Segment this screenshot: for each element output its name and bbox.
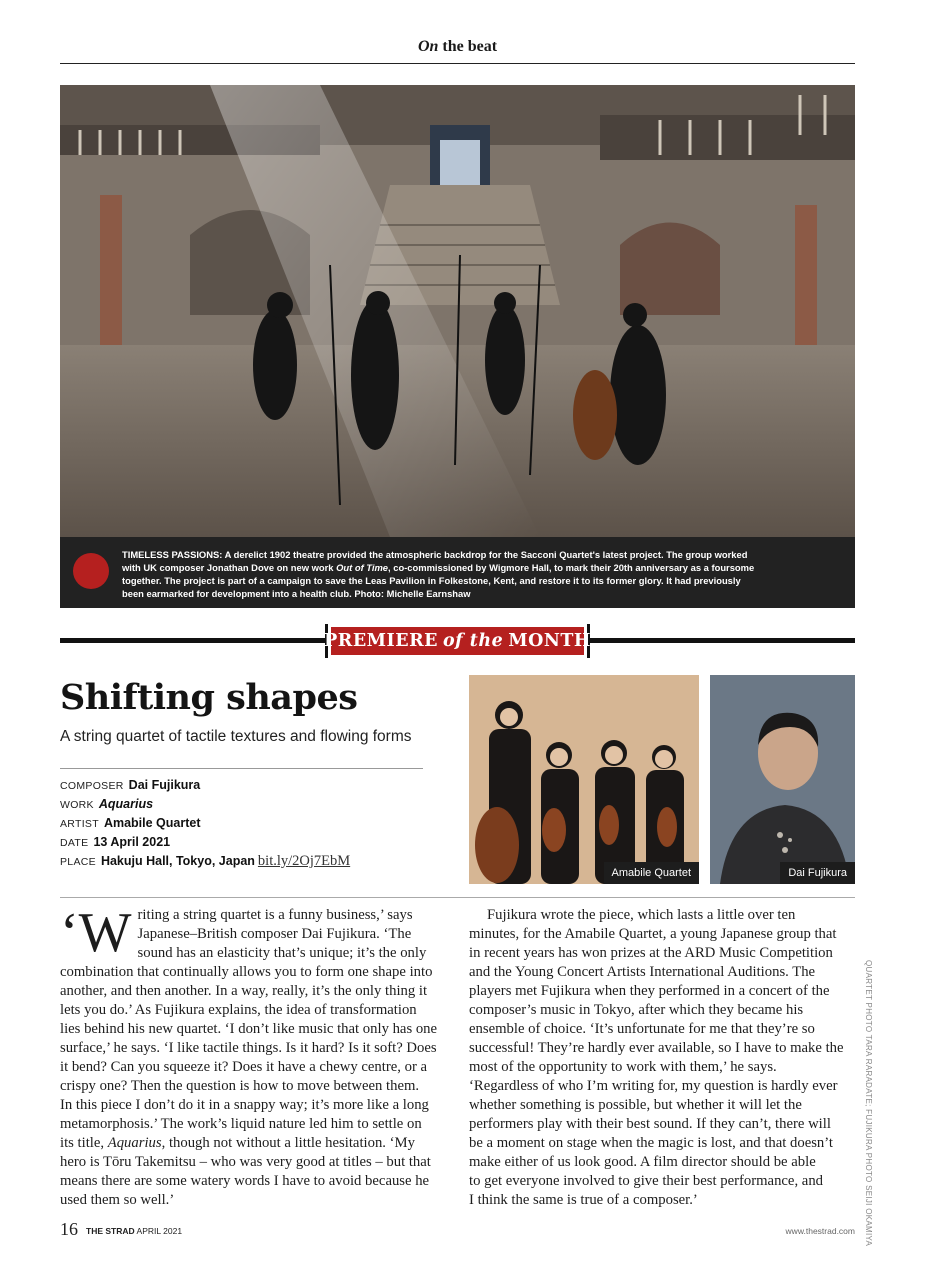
body-line: whether something is possible, but whether it will let the — [469, 1097, 802, 1113]
broadcast-link[interactable]: bit.ly/2Oj7EbM — [257, 853, 351, 869]
body-line: to get everyone involved to give their best performance, and — [469, 1173, 824, 1189]
body-line-part: , though not without a little hesitation. ‘My — [161, 1135, 415, 1151]
hero-photo — [60, 85, 855, 537]
body-line: players met Fujikura when they performed in a concert of the — [469, 983, 830, 999]
artist-value: Amabile Quartet — [103, 816, 201, 830]
premiere-word-2: MONTH — [508, 631, 591, 651]
body-line-part: its title, — [60, 1135, 108, 1151]
body-line: most of the opportunity to work with them,’ he says. — [469, 1059, 777, 1075]
meta-place — [60, 852, 350, 871]
body-line: another, and then another. In a way, really, it’s the only thing it — [60, 983, 428, 999]
composer-label: COMPOSER — [60, 780, 124, 792]
work-value: Aquarius — [98, 797, 154, 811]
body-line: in recent years has won prizes at the ARD Music Competition — [469, 945, 833, 961]
article-column-left — [60, 902, 448, 1210]
hero-caption-bar — [60, 537, 855, 608]
premiere-banner — [325, 624, 590, 658]
body-line: minutes, for the Amabile Quartet, a young Japanese group that — [469, 926, 837, 942]
meta-work — [60, 795, 350, 814]
left-paragraph — [60, 902, 448, 1210]
section-header — [60, 38, 855, 56]
article-subtitle: A string quartet of tactile textures and flowing forms — [60, 728, 412, 745]
premiere-rule-right — [590, 638, 855, 643]
body-line: it bend? Can you squeeze it? Does it have a chewy centre, or a — [60, 1059, 428, 1075]
section-header-rest: the beat — [438, 38, 498, 55]
body-line: hero is Tōru Takemitsu – who was very good at titles – but that — [60, 1154, 431, 1170]
body-line: lies behind his new quartet. ‘I don’t like music that only has one — [60, 1021, 438, 1037]
body-line: surface,’ he says. ‘I like tactile things. Is it hard? Is it soft? Does — [60, 1040, 437, 1056]
body-line: ‘Regardless of who I’m writing for, my question is hardly ever — [469, 1078, 838, 1094]
meta-divider — [60, 768, 423, 769]
caption-red-dot — [73, 553, 109, 589]
body-line: be a moment on stage when the magic is lost, and that doesn’t — [469, 1135, 833, 1151]
issue-date: APRIL 2021 — [136, 1226, 183, 1236]
composer-value: Dai Fujikura — [128, 778, 201, 792]
section-header-italic: On — [417, 38, 439, 55]
date-label: DATE — [60, 837, 89, 849]
work-title-italic: Aquarius — [107, 1135, 162, 1151]
date-value: 13 April 2021 — [93, 835, 171, 849]
composer-photo-label: Dai Fujikura — [780, 862, 855, 884]
composer-photo-illustration — [710, 675, 855, 884]
premiere-details — [60, 776, 350, 871]
photo-credit: QUARTET PHOTO TARA RARADATE; FUJIKURA PHOTO SEIJI OKAMIYA — [864, 960, 873, 1247]
body-line: Japanese–British composer Dai Fujikura. ‘The — [137, 926, 412, 942]
body-line: In this piece I don’t do it in a snappy way; it’s more like a long — [60, 1097, 429, 1113]
right-paragraph — [469, 906, 855, 1210]
meta-composer — [60, 776, 350, 795]
body-line: combination that continually allows you to form one shape into — [60, 964, 433, 980]
body-line: lets you do.’ As Fujikura explains, the idea of transformation — [60, 1002, 417, 1018]
quartet-photo — [469, 675, 699, 884]
magazine-name: THE STRAD — [86, 1226, 135, 1236]
premiere-italic: of the — [442, 631, 504, 651]
body-line: used them so well.’ — [60, 1192, 175, 1208]
body-line: composer’s music in Tokyo, after which they became his — [469, 1002, 804, 1018]
body-line: crispy one? Then the question is how to move between them. — [60, 1078, 420, 1094]
composer-photo — [710, 675, 855, 884]
caption-lead: TIMELESS PASSIONS: A derelict 1902 theatre provided the atmospheric backdrop for the Sacconi Quartet's latest project. The group worked with UK composer Jonathan Dove on new work — [122, 549, 748, 573]
website-url[interactable]: www.thestrad.com — [785, 1226, 855, 1236]
body-divider — [60, 897, 855, 898]
meta-artist — [60, 814, 350, 833]
hero-caption — [122, 548, 762, 600]
body-line: I think the same is true of a composer.’ — [469, 1192, 698, 1208]
body-line: ensemble of choice. ‘It’s unfortunate for me that they’re so — [469, 1021, 815, 1037]
caption-rest: , co-commissioned by Wigmore Hall, to mark their 20th anniversary as a foursome together. The project is part of a campaign to save the Leas Pavilion in Folkestone, Kent, and restore it to its former glory. It had previously been earmarked for development into a health club. Photo: Michelle Earnshaw — [122, 562, 755, 599]
hero-photo-illustration — [60, 85, 855, 537]
header-rule — [60, 63, 855, 64]
body-line — [60, 1134, 448, 1153]
premiere-word-1: PREMIERE — [324, 631, 438, 651]
body-line: means there are some watery words I have to avoid because he — [60, 1173, 430, 1189]
place-value: Hakuju Hall, Tokyo, Japan — [100, 854, 255, 868]
meta-date — [60, 833, 350, 852]
quartet-photo-illustration — [469, 675, 699, 884]
work-label: WORK — [60, 799, 94, 811]
article-title: Shifting shapes — [60, 677, 358, 718]
page-number: 16 — [60, 1219, 78, 1239]
body-line: successful! They’re hardly ever available, so I have to make the — [469, 1040, 844, 1056]
article-column-right — [469, 906, 855, 1210]
body-line: Fujikura wrote the piece, which lasts a little over ten — [487, 907, 796, 923]
caption-work-title: Out of Time — [336, 562, 389, 573]
artist-label: ARTIST — [60, 818, 99, 830]
quartet-photo-label: Amabile Quartet — [604, 862, 699, 884]
body-line: riting a string quartet is a funny business,’ says — [137, 907, 413, 923]
magazine-issue — [86, 1226, 182, 1236]
place-label: PLACE — [60, 856, 96, 868]
body-line: metamorphosis.’ The work’s liquid nature led him to settle on — [60, 1116, 422, 1132]
body-line: make either of us look good. A film director should be able — [469, 1154, 816, 1170]
body-line: sound has an elasticity that’s unique; it’s the only — [137, 945, 427, 961]
body-line: and the Young Concert Artists International Auditions. The — [469, 964, 816, 980]
body-line: performers play with their best sound. If they can’t, there will — [469, 1116, 831, 1132]
drop-cap: ‘W — [60, 902, 132, 964]
premiere-rule-left — [60, 638, 325, 643]
